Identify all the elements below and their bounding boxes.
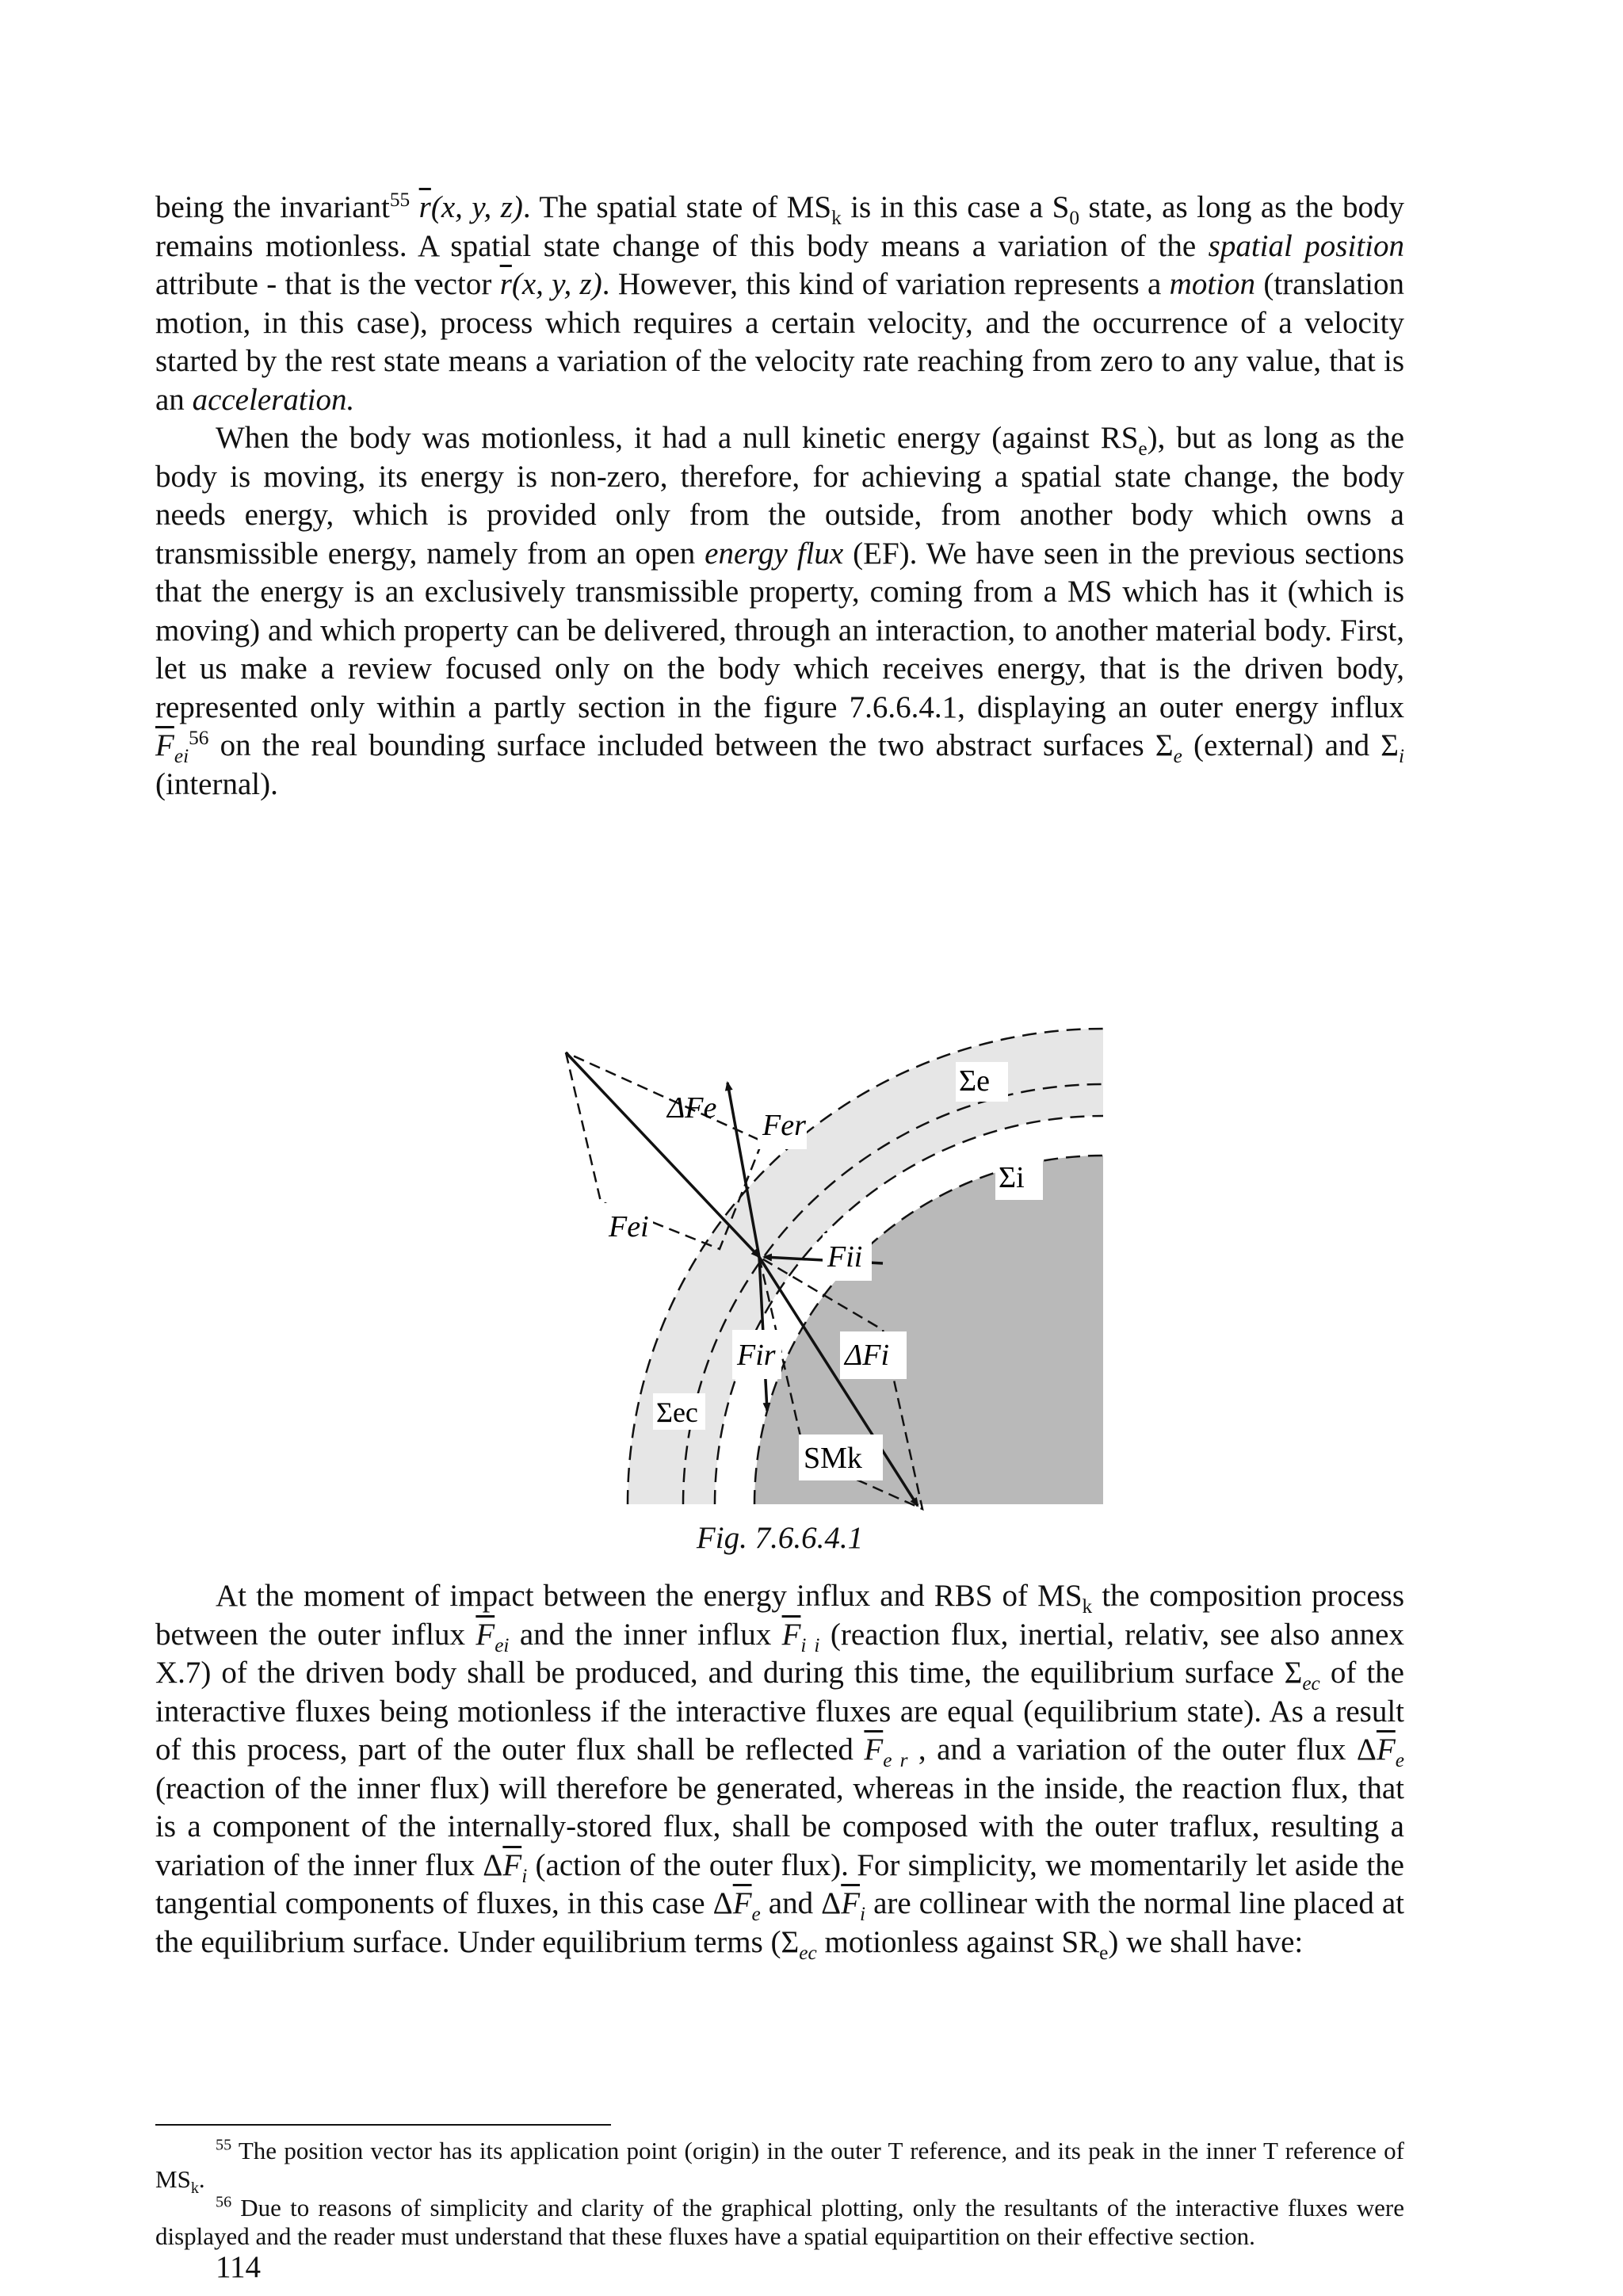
label-sigma-ec: Σec (656, 1396, 698, 1428)
label-smk: SMk (804, 1442, 862, 1475)
label-fii: Fii (827, 1240, 863, 1274)
label-delta-fi: ΔFi (845, 1339, 890, 1372)
label-sigma-i: Σi (999, 1161, 1025, 1194)
label-fer: Fer (762, 1109, 806, 1142)
page-number: 114 (216, 2250, 262, 2284)
figure-caption: Fig. 7.6.6.4.1 (696, 1521, 864, 1555)
label-fir: Fir (737, 1339, 776, 1372)
footnote-rule (155, 2124, 611, 2126)
paragraph-1: being the invariant$^{55}$ $\overline{r}(x$, y, z). The spatial state of $MS_k$ is in this case a $S_0$ state, as long as the body remains motionless. A spatial state change of this body means a variation of the spatial position attribute - that is the vector $\overline{r}(x$, y, z). However, this kind of variation represents a motion (translation motion, in this case), process which requires a certain velocity, and the occurrence of a velocity started by the rest state means a variation of the velocity rate reaching from zero to any value, that is an acceleration. (155, 189, 1404, 417)
paragraph-3: At the moment of impact between the energy influx and RBS of $MS_k$ the composition process between the outer influx $\overline{F}_{ei}$ and the inner influx $\overline{F}_{i i}$ (reaction flux, inertial, relativ, see also annex X.7) of the driven body shall be produced, and during this time, the equilibrium surface $\Sigma_{ec}$ of the interactive fluxes being motionless if the interactive fluxes are equal (equilibrium state). As a result of this process, part of the outer flux shall be reflected $\overline{F}_{e r}$ , and a variation of the outer flux $\Delta\overline{F}_e$ (reaction of the inner flux) will therefore be generated, whereas in the inside, the reaction flux, that is a component of the internally-stored flux, shall be composed with the outer traflux, resulting a variation of the inner flux $\Delta\overline{F}_i$ (action of the outer flux). For simplicity, we momentarily let aside the tangential components of fluxes, in this case $\Delta\overline{F}_e$ and $\Delta\overline{F}_i$ are collinear with the normal line placed at the equilibrium surface. Under equilibrium terms ($\Sigma_{ec}$ motionless against $SR_e$) we shall have: (155, 1579, 1405, 1964)
footnote-55: $^{55}$ The position vector has its application point (origin) in the outer T reference, and its peak in the inner T reference of $MS_k$. (155, 2136, 1404, 2198)
figure-flux-diagram (155, 839, 1404, 1631)
footnotes (155, 2137, 1404, 2251)
page-body (155, 189, 1405, 2284)
label-sigma-e: Σe (959, 1064, 990, 1098)
label-fei: Fei (609, 1210, 649, 1244)
after-figure-text (155, 1577, 1404, 1962)
paragraph-2: When the body was motionless, it had a null kinetic energy (against $RS_e$), but as long as the body is moving, its energy is non-zero, therefore, for achieving a spatial state change, the body needs energy, which is provided only from the outside, from another body which owns a transmissible energy, namely from an open energy flux (EF). We have seen in the previous sections that the energy is an exclusively transmissible property, coming from a MS which has it (which is moving) and which property can be delivered, through an interaction, to another material body. First, let us make a review focused only on the body which receives energy, that is the driven body, represented only within a partly section in the figure 7.6.6.4.1, displaying an outer energy influx $\overline{F}_{ei}^{56}$ on the real bounding surface included between the two abstract surfaces $\Sigma_e$ (external) and $\Sigma_i$ (internal). (155, 421, 1405, 801)
flux-diagram-svg (155, 839, 1404, 1631)
label-delta-fe: ΔFe (667, 1091, 717, 1125)
footnote-56: $^{56}$ Due to reasons of simplicity and clarity of the graphical plotting, only the resultants of the interactive fluxes were displayed and the reader must understand that these fluxes have a spatial equipartition on their effective section. (155, 2193, 1404, 2250)
